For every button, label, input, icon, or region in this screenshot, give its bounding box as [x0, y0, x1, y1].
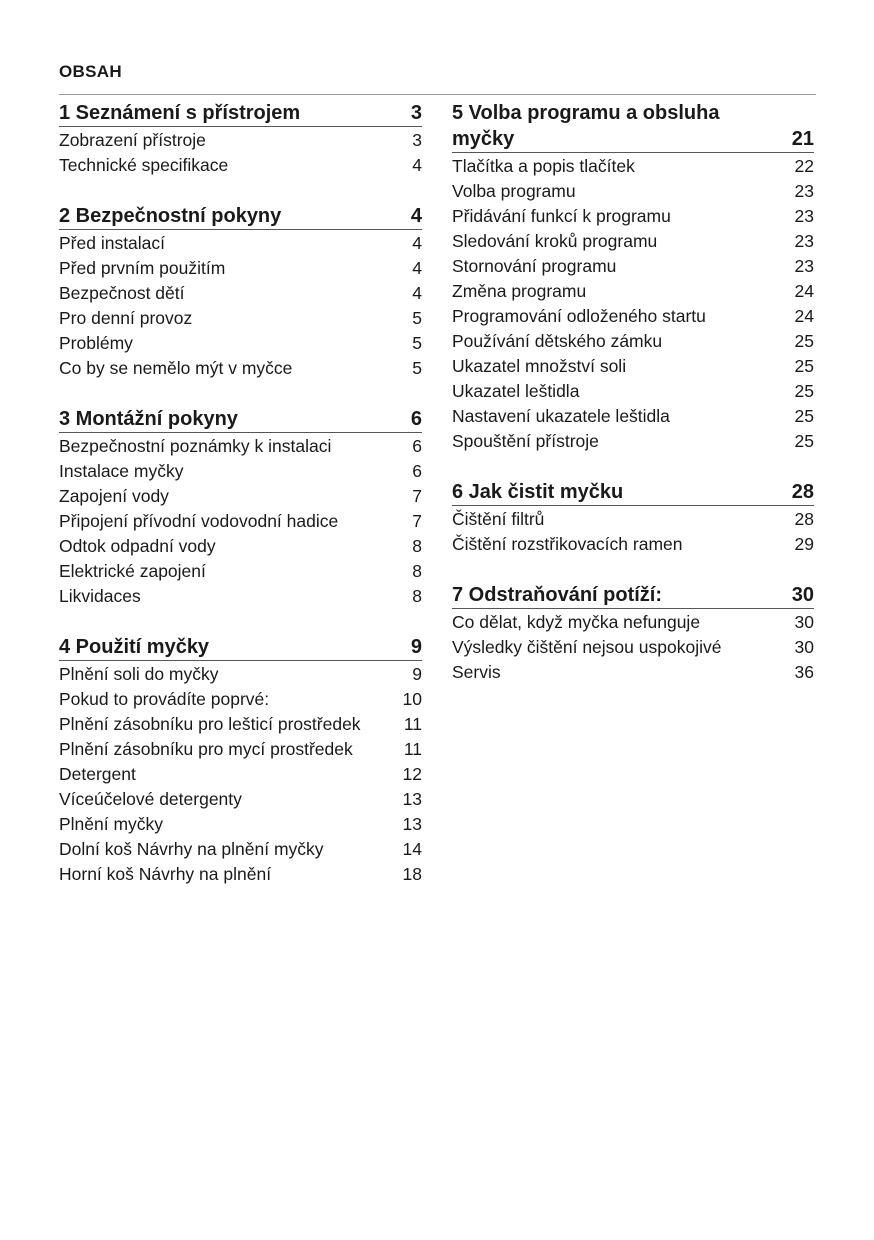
section-heading-title: 3 Montážní pokyny: [59, 408, 238, 430]
section-heading-title: 2 Bezpečnostní pokyny: [59, 205, 282, 227]
toc-entry[interactable]: [452, 507, 814, 532]
toc-entry[interactable]: [59, 559, 422, 584]
toc-entry[interactable]: [452, 254, 814, 279]
toc-entry[interactable]: [452, 304, 814, 329]
toc-entry-page: 25: [794, 356, 814, 376]
toc-entry[interactable]: [59, 256, 422, 281]
toc-entry[interactable]: [59, 712, 422, 737]
toc-entry[interactable]: [59, 662, 422, 687]
toc-entry-page: 8: [412, 561, 422, 581]
section-heading[interactable]: [452, 479, 814, 506]
toc-entry-title: Před prvním použitím: [59, 258, 226, 278]
toc-entry[interactable]: [59, 534, 422, 559]
toc-entry-title: Problémy: [59, 333, 133, 353]
toc-entry[interactable]: [59, 459, 422, 484]
section-heading-title: 6 Jak čistit myčku: [452, 481, 624, 503]
toc-right-column: [452, 100, 814, 710]
toc-entry-page: 6: [412, 461, 422, 481]
toc-entry-page: 29: [794, 534, 814, 554]
toc-entry-title: Programování odloženého startu: [452, 306, 706, 326]
toc-entry[interactable]: [59, 687, 422, 712]
toc-entry-title: Před instalací: [59, 233, 166, 253]
section-heading-title: 1 Seznámení s přístrojem: [59, 102, 301, 124]
section-heading[interactable]: [59, 203, 422, 230]
toc-entry-page: 5: [412, 308, 422, 328]
toc-entry[interactable]: [452, 429, 814, 454]
page-title: OBSAH: [59, 62, 122, 81]
toc-entry-title: Dolní koš Návrhy na plnění myčky: [59, 839, 324, 859]
toc-entry-page: 30: [794, 637, 814, 657]
section-heading-page: 21: [791, 128, 814, 150]
toc-entry-title: Co dělat, když myčka nefunguje: [452, 612, 701, 632]
toc-entry-page: 23: [794, 231, 814, 251]
section-heading-page: 30: [791, 584, 814, 606]
toc-entry[interactable]: [59, 306, 422, 331]
toc-entry-page: 25: [794, 381, 814, 401]
toc-entry[interactable]: [59, 762, 422, 787]
toc-entry[interactable]: [452, 354, 814, 379]
toc-entry[interactable]: [59, 153, 422, 178]
toc-entry-page: 13: [402, 789, 422, 809]
toc-entry[interactable]: [59, 484, 422, 509]
toc-entry[interactable]: [452, 532, 814, 557]
toc-entry-title: Instalace myčky: [59, 461, 184, 481]
toc-entry-title: Ukazatel leštidla: [452, 381, 580, 401]
toc-entry-page: 4: [412, 258, 422, 278]
section-heading-title: 7 Odstraňování potíží:: [452, 584, 663, 606]
toc-entry-page: 6: [412, 436, 422, 456]
toc-entry[interactable]: [452, 229, 814, 254]
toc-entry-page: 4: [412, 155, 422, 175]
toc-entry[interactable]: [452, 610, 814, 635]
toc-entry-title: Přidávání funkcí k programu: [452, 206, 671, 226]
toc-entry[interactable]: [59, 862, 422, 887]
toc-entry-title: Co by se nemělo mýt v myčce: [59, 358, 293, 378]
toc-entry-page: 22: [794, 156, 814, 176]
toc-entry-page: 18: [402, 864, 422, 884]
toc-entry-title: Pokud to provádíte poprvé:: [59, 689, 270, 709]
toc-entry-title: Ukazatel množství soli: [452, 356, 627, 376]
toc-entry-page: 25: [794, 331, 814, 351]
toc-entry-page: 25: [794, 406, 814, 426]
section-heading-page: 28: [791, 481, 814, 503]
toc-entry[interactable]: [59, 231, 422, 256]
toc-entry-page: 11: [403, 739, 422, 759]
toc-entry-page: 11: [403, 714, 422, 734]
toc-entry-page: 8: [412, 586, 422, 606]
toc-entry-title: Servis: [452, 662, 501, 682]
toc-entry-page: 5: [412, 333, 422, 353]
toc-entry[interactable]: [59, 737, 422, 762]
toc-entry-title: Bezpečnostní poznámky k instalaci: [59, 436, 332, 456]
toc-entry[interactable]: [452, 379, 814, 404]
toc-entry-page: 12: [402, 764, 422, 784]
toc-entry-page: 9: [412, 664, 422, 684]
toc-entry-page: 24: [794, 281, 814, 301]
toc-entry-title: Stornování programu: [452, 256, 617, 276]
toc-entry-page: 28: [794, 509, 814, 529]
toc-entry-page: 36: [794, 662, 814, 682]
toc-entry[interactable]: [452, 154, 814, 179]
toc-entry-title: Plnění zásobníku pro mycí prostředek: [59, 739, 353, 759]
title-divider: [59, 94, 816, 95]
toc-entry[interactable]: [452, 179, 814, 204]
section-heading-page: 3: [410, 102, 422, 124]
toc-entry-title: Detergent: [59, 764, 136, 784]
toc-entry-title: Plnění myčky: [59, 814, 164, 834]
toc-entry-page: 4: [412, 283, 422, 303]
toc-entry-title: Připojení přívodní vodovodní hadice: [59, 511, 339, 531]
toc-entry-title: Likvidaces: [59, 586, 141, 606]
toc-entry-page: 7: [412, 486, 422, 506]
toc-entry[interactable]: [59, 434, 422, 459]
toc-section: [59, 203, 422, 381]
toc-entry[interactable]: [59, 812, 422, 837]
toc-entry-page: 13: [402, 814, 422, 834]
toc-entry-title: Odtok odpadní vody: [59, 536, 216, 556]
toc-entry-page: 10: [402, 689, 422, 709]
section-heading[interactable]: [59, 100, 422, 127]
toc-entry-page: 23: [794, 181, 814, 201]
toc-entry[interactable]: [452, 660, 814, 685]
toc-entry-page: 4: [412, 233, 422, 253]
toc-entry[interactable]: [452, 635, 814, 660]
toc-entry-page: 30: [794, 612, 814, 632]
section-heading[interactable]: [59, 634, 422, 661]
toc-entry[interactable]: [59, 509, 422, 534]
toc-left-column: [59, 100, 422, 912]
section-heading-page: 6: [410, 408, 422, 430]
toc-entry-title: Tlačítka a popis tlačítek: [452, 156, 635, 176]
toc-entry[interactable]: [452, 329, 814, 354]
toc-entry-title: Technické specifikace: [59, 155, 229, 175]
toc-entry-title: Horní koš Návrhy na plnění: [59, 864, 272, 884]
toc-entry-page: 23: [794, 256, 814, 276]
toc-entry-title: Zobrazení přístroje: [59, 130, 206, 150]
toc-entry-title: Sledování kroků programu: [452, 231, 658, 251]
section-heading-title: 5 Volba programu a obsluha myčky: [452, 102, 720, 150]
toc-entry[interactable]: [59, 584, 422, 609]
toc-entry-page: 8: [412, 536, 422, 556]
toc-entry-title: Používání dětského zámku: [452, 331, 663, 351]
toc-section: [452, 100, 814, 454]
toc-section: [452, 582, 814, 685]
toc-entry[interactable]: [59, 128, 422, 153]
section-heading[interactable]: [452, 582, 814, 609]
toc-entry[interactable]: [452, 279, 814, 304]
toc-entry-title: Zapojení vody: [59, 486, 169, 506]
section-heading-page: 4: [410, 205, 422, 227]
toc-entry-title: Pro denní provoz: [59, 308, 193, 328]
toc-entry[interactable]: [452, 204, 814, 229]
toc-section: [59, 406, 422, 609]
toc-entry-page: 24: [794, 306, 814, 326]
toc-entry-title: Plnění soli do myčky: [59, 664, 219, 684]
toc-entry-page: 23: [794, 206, 814, 226]
toc-entry-title: Plnění zásobníku pro lešticí prostředek: [59, 714, 361, 734]
toc-entry-title: Čištění rozstřikovacích ramen: [452, 534, 683, 554]
section-heading-page: 9: [410, 636, 422, 658]
toc-entry-title: Nastavení ukazatele leštidla: [452, 406, 670, 426]
toc-entry-title: Volba programu: [452, 181, 576, 201]
toc-entry-title: Čištění filtrů: [452, 509, 545, 529]
section-heading-title: 4 Použití myčky: [59, 636, 210, 658]
toc-entry-title: Výsledky čištění nejsou uspokojivé: [452, 637, 722, 657]
toc-entry-page: 14: [402, 839, 422, 859]
toc-section: [59, 634, 422, 887]
toc-entry-page: 5: [412, 358, 422, 378]
toc-entry-page: 7: [412, 511, 422, 531]
section-heading[interactable]: [59, 406, 422, 433]
toc-entry-title: Změna programu: [452, 281, 587, 301]
toc-entry[interactable]: [59, 356, 422, 381]
toc-entry-page: 3: [412, 130, 422, 150]
toc-section: [59, 100, 422, 178]
toc-section: [452, 479, 814, 557]
toc-entry[interactable]: [59, 787, 422, 812]
toc-entry[interactable]: [59, 281, 422, 306]
toc-entry-title: Elektrické zapojení: [59, 561, 206, 581]
toc-entry[interactable]: [59, 837, 422, 862]
section-heading[interactable]: [452, 100, 814, 153]
toc-entry-title: Spouštění přístroje: [452, 431, 599, 451]
toc-entry[interactable]: [59, 331, 422, 356]
toc-entry[interactable]: [452, 404, 814, 429]
toc-entry-title: Bezpečnost dětí: [59, 283, 185, 303]
toc-entry-page: 25: [794, 431, 814, 451]
toc-entry-title: Víceúčelové detergenty: [59, 789, 242, 809]
